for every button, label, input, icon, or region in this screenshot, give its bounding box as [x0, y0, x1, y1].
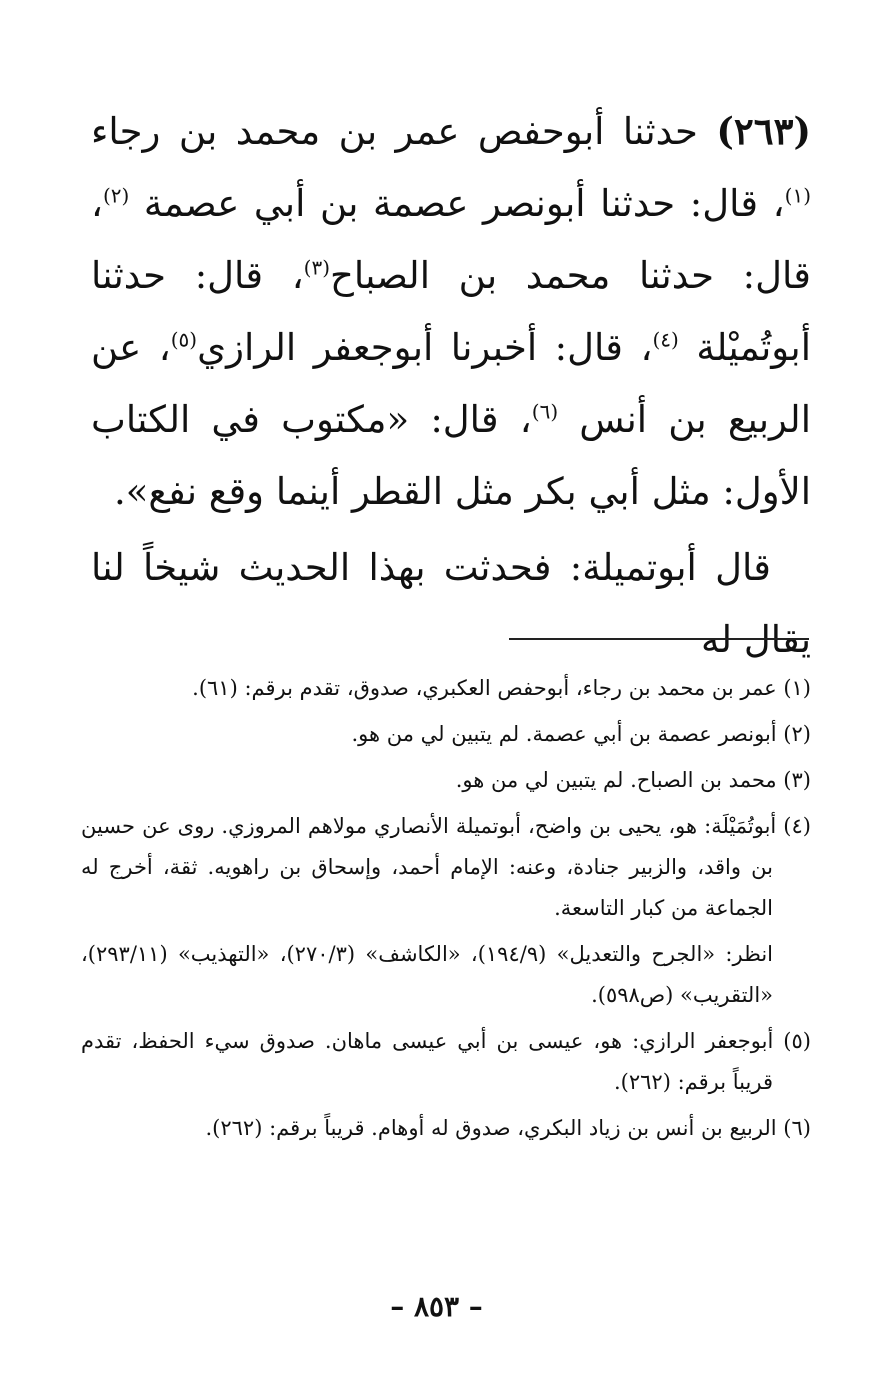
- hadith-number: (٢٦٣): [716, 109, 812, 153]
- footnotes-section: [81, 668, 811, 1154]
- footnote-6: (٦) الربيع بن أنس بن زياد البكري، صدوق له أوهام. قريباً برقم: (٢٦٢).: [205, 1116, 811, 1140]
- hadith-segment-4: ، قال: حدثنا أبوتُميْلة: [91, 254, 811, 369]
- hadith-segment-5: ، قال: أخبرنا أبوجعفر الرازي: [197, 326, 653, 369]
- hadith-segment-3: ، قال: حدثنا محمد بن الصباح: [91, 182, 811, 297]
- footnote-ref-3[interactable]: (٣): [303, 255, 331, 280]
- footnote-ref-4[interactable]: (٤): [652, 327, 679, 352]
- hadith-segment-7: ، قال: «مكتوب في الكتاب الأول: مثل أبي بكر مثل القطر أينما وقع نفع».: [91, 398, 811, 513]
- hadith-segment-2: ، قال: حدثنا أبونصر عصمة بن أبي عصمة: [129, 182, 785, 225]
- footnote-4-references: انظر: «الجرح والتعديل» (١٩٤/٩)، «الكاشف» (٢٧٠/٣)، «التهذيب» (٢٩٣/١١)، «التقريب» (ص٥٩٨).: [81, 942, 774, 1007]
- footnote-ref-1[interactable]: (١): [784, 183, 811, 208]
- footnote-ref-6[interactable]: (٦): [531, 399, 559, 424]
- footnote-ref-5[interactable]: (٥): [170, 327, 198, 352]
- hadith-segment-6: ، عن الربيع بن أنس: [91, 326, 811, 441]
- footnote-2: (٢) أبونصر عصمة بن أبي عصمة. لم يتبين لي من هو.: [351, 722, 811, 746]
- footnote-4: (٤) أبوتُمَيْلَة: هو، يحيى بن واضح، أبوتميلة الأنصاري مولاهم المروزي. روى عن حسين بن واقد، والزبير جنادة، وعنه: الإمام أحمد، وإسحاق بن راهويه. ثقة، أخرج له الجماعة من كبار التاسعة.: [81, 814, 811, 920]
- footnote-3: (٣) محمد بن الصباح. لم يتبين لي من هو.: [455, 768, 811, 792]
- footnote-ref-2[interactable]: (٢): [102, 183, 130, 208]
- hadith-segment-1: حدثنا أبوحفص عمر بن محمد بن رجاء: [91, 110, 717, 153]
- footnote-5: (٥) أبوجعفر الرازي: هو، عيسى بن أبي عيسى ماهان. صدوق سيء الحفظ، تقدم قريباً برقم: (٢٦٢).: [81, 1029, 811, 1094]
- footnote-separator: [509, 638, 809, 640]
- hadith-text: [91, 95, 811, 676]
- footnote-1: (١) عمر بن محمد بن رجاء، أبوحفص العكبري، صدوق، تقدم برقم: (٦١).: [192, 676, 811, 700]
- page-number: – ٨٥٣ –: [390, 1290, 483, 1323]
- hadith-second-paragraph: قال أبوتميلة: فحدثت بهذا الحديث شيخاً لنا يقال له: [91, 546, 811, 661]
- hadith-paragraph: [91, 95, 811, 528]
